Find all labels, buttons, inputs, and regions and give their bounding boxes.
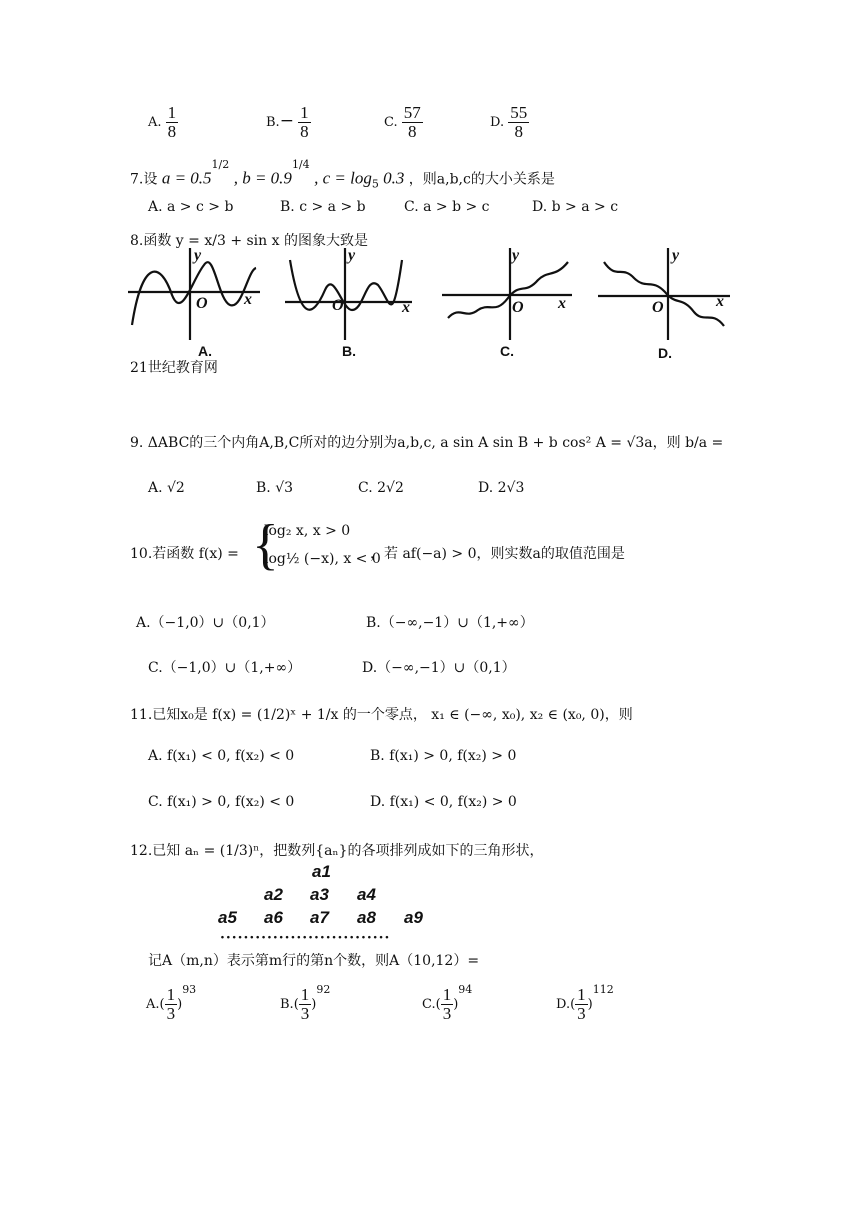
fraction: $\frac{1}{8}$ <box>300 103 309 141</box>
q6-option-a <box>148 104 178 141</box>
q12-stem: 12.已知 aₙ = (1/3)ⁿ，把数列{aₙ}的各项排列成如下的三角形状， <box>130 843 544 859</box>
y-axis-label: y <box>194 247 202 264</box>
q11-stem: 11.已知x₀是 f(x) = (1/2)ˣ + 1/x 的一个零点， x₁ ∈ (−∞, x₀), x₂ ∈ (x₀, 0)，则 <box>130 707 633 723</box>
q7-option-a: A. a > c > b <box>148 199 234 215</box>
triangle-continuation-dots: ····························· <box>220 930 391 946</box>
term-a8: a8 <box>357 908 376 927</box>
option-label: A. <box>148 114 162 130</box>
term-a1: a1 <box>312 862 331 881</box>
y-axis-label: y <box>348 247 356 264</box>
q8-stem: 8.函数 y = x/3 + sin x 的图象大致是 <box>130 233 368 249</box>
q10-stem-prefix: 10.若函数 f(x) = <box>130 546 239 562</box>
origin-label: O <box>512 299 524 316</box>
x-axis-label: x <box>716 293 724 310</box>
watermark-text: 21世纪教育网 <box>130 360 218 376</box>
graph-label-a: A. <box>198 343 212 359</box>
option-label: D. <box>490 114 505 130</box>
option-label: C. <box>384 114 398 130</box>
q11-option-a: A. f(x₁) < 0, f(x₂) < 0 <box>148 748 295 764</box>
piecewise-brace: { <box>252 514 279 576</box>
fraction: $\frac{57}{8}$ <box>403 103 421 141</box>
q12-option-d: D.( $\frac{1}{3}$ )$^{112}$ <box>556 982 614 1023</box>
graph-label-c: C. <box>500 343 514 359</box>
fraction: $\frac{1}{8}$ <box>167 103 177 141</box>
q6-option-b <box>266 104 311 141</box>
q11-option-d: D. f(x₁) < 0, f(x₂) > 0 <box>370 794 517 810</box>
q9-option-d: D. 2√3 <box>478 480 525 496</box>
q9-option-c: C. 2√2 <box>358 480 404 496</box>
q9-option-a: A. √2 <box>148 480 185 496</box>
q12-note: 记A（m,n）表示第m行的第n个数，则A（10,12）= <box>148 953 480 969</box>
q12-option-a: A.( $\frac{1}{3}$ )$^{93}$ <box>146 982 197 1023</box>
q12-option-b: B.( $\frac{1}{3}$ )$^{92}$ <box>280 982 331 1023</box>
q10-option-d: D.（−∞,−1）∪（0,1） <box>362 660 516 676</box>
graph-d <box>598 248 730 340</box>
minus-sign: − <box>279 110 294 131</box>
y-axis-label: y <box>672 247 680 264</box>
term-a7: a7 <box>310 908 329 927</box>
q6-option-c <box>384 104 423 141</box>
term-a6: a6 <box>264 908 283 927</box>
q8-graphs <box>120 240 740 370</box>
q10-option-a: A.（−1,0）∪（0,1） <box>136 615 275 631</box>
origin-label: O <box>332 297 344 314</box>
term-a2: a2 <box>264 885 283 904</box>
term-a4: a4 <box>357 885 376 904</box>
option-label: B. <box>266 114 280 130</box>
x-axis-label: x <box>402 299 410 316</box>
q11-option-b: B. f(x₁) > 0, f(x₂) > 0 <box>370 748 517 764</box>
q9-stem: 9. ΔABC的三个内角A,B,C所对的边分别为a,b,c, a sin A sin B + b cos² A = √3a，则 b/a = <box>130 435 724 451</box>
graph-label-b: B. <box>342 343 356 359</box>
y-axis-label: y <box>512 247 520 264</box>
x-axis-label: x <box>244 291 252 308</box>
term-a5: a5 <box>218 908 237 927</box>
x-axis-label: x <box>558 295 566 312</box>
q7-option-c: C. a > b > c <box>404 199 490 215</box>
q7-option-b: B. c > a > b <box>280 199 366 215</box>
q10-option-c: C.（−1,0）∪（1,+∞） <box>148 660 302 676</box>
graph-c <box>442 248 572 340</box>
q10-stem-tail: ，若 af(−a) > 0，则实数a的取值范围是 <box>370 546 625 562</box>
q11-option-c: C. f(x₁) > 0, f(x₂) < 0 <box>148 794 295 810</box>
fraction: $\frac{55}{8}$ <box>510 103 528 141</box>
q12-option-c: C.( $\frac{1}{3}$ )$^{94}$ <box>422 982 473 1023</box>
q10-case-1: log₂ x, x > 0 <box>264 523 351 539</box>
q7-option-d: D. b > a > c <box>532 199 619 215</box>
origin-label: O <box>196 295 208 312</box>
origin-label: O <box>652 299 664 316</box>
q7-stem: 7.设 $a = 0.5^{1/2}$ , $b = 0.9^{1/4}$ , $c = \log_5 0.3$ ，则a,b,c的大小关系是 <box>130 158 555 191</box>
q6-option-d <box>490 104 529 141</box>
term-a3: a3 <box>310 885 329 904</box>
q10-option-b: B.（−∞,−1）∪（1,+∞） <box>366 615 534 631</box>
term-a9: a9 <box>404 908 423 927</box>
graph-label-d: D. <box>658 345 672 361</box>
q9-option-b: B. √3 <box>256 480 294 496</box>
q10-case-2: log½ (−x), x < 0 <box>264 551 381 567</box>
